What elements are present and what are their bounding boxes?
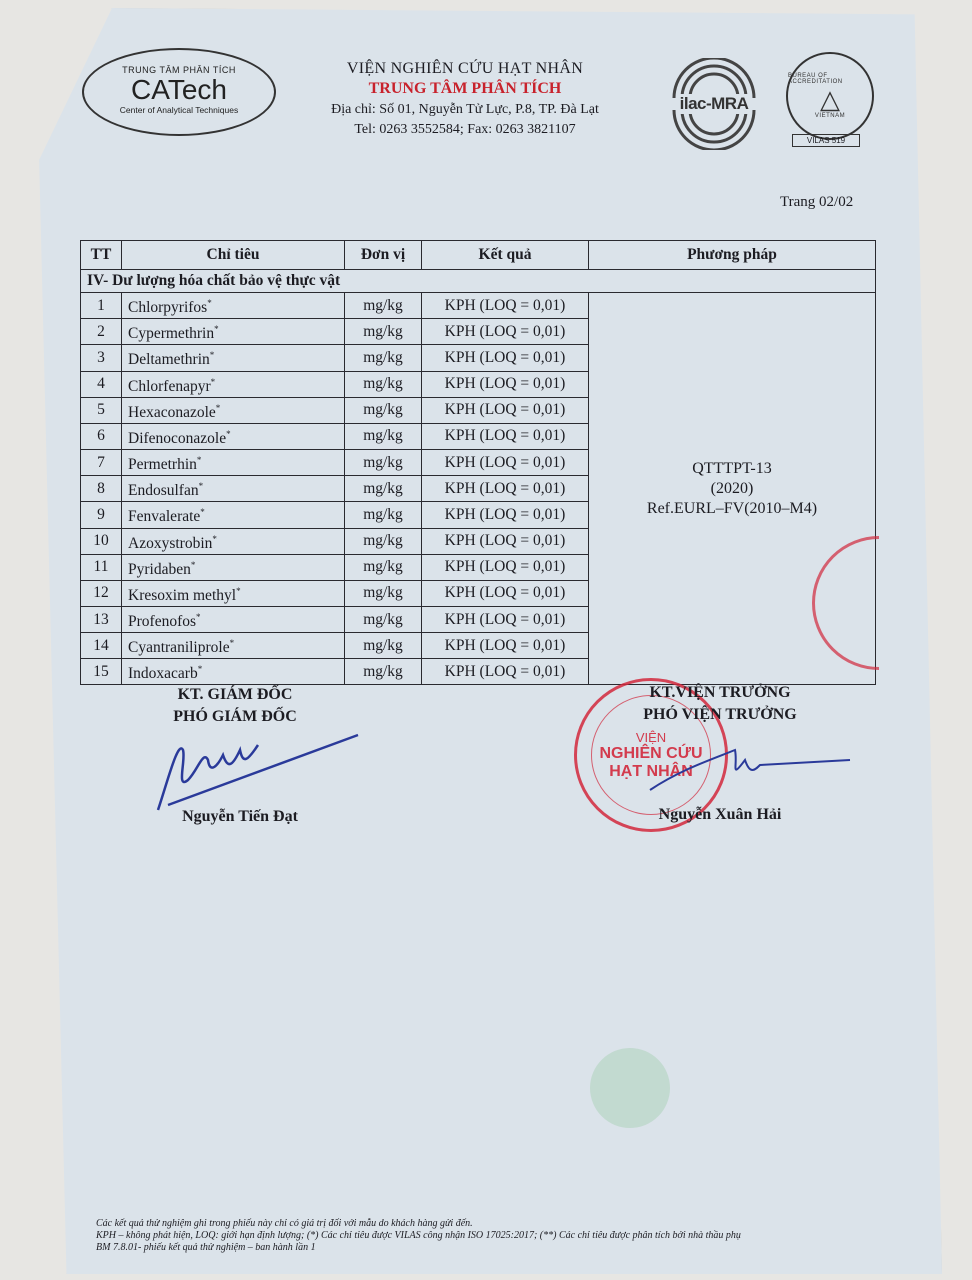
row-indicator bbox=[122, 371, 345, 397]
row-unit: mg/kg bbox=[345, 397, 422, 423]
accreditation-mark: * bbox=[215, 402, 221, 413]
logo-top-text: TRUNG TÂM PHÂN TÍCH bbox=[122, 65, 236, 75]
indicator-name: Pyridaben bbox=[128, 560, 191, 578]
row-result: KPH (LOQ = 0,01) bbox=[422, 345, 589, 371]
row-number: 5 bbox=[81, 397, 122, 423]
row-number: 9 bbox=[81, 502, 122, 528]
row-result: KPH (LOQ = 0,01) bbox=[422, 606, 589, 632]
indicator-name: Difenoconazole bbox=[128, 430, 227, 448]
row-result: KPH (LOQ = 0,01) bbox=[422, 502, 589, 528]
boa-caption: BUREAU OF ACCREDITATION bbox=[788, 73, 843, 85]
row-result: KPH (LOQ = 0,01) bbox=[422, 554, 589, 580]
row-number: 8 bbox=[81, 476, 122, 502]
row-number: 6 bbox=[81, 423, 122, 449]
row-result: KPH (LOQ = 0,01) bbox=[422, 659, 589, 685]
row-unit: mg/kg bbox=[345, 423, 422, 449]
row-number: 4 bbox=[81, 371, 122, 397]
method-line1: QTTTPT-13 bbox=[692, 459, 772, 477]
row-indicator bbox=[122, 450, 345, 476]
stamp-line-2: NGHIÊN CỨU bbox=[599, 744, 703, 762]
phone-text: Tel: 0263 3552584; Fax: 0263 3821107 bbox=[354, 122, 576, 137]
row-result: KPH (LOQ = 0,01) bbox=[422, 423, 589, 449]
indicator-name: Chlorfenapyr bbox=[128, 377, 211, 395]
row-result: KPH (LOQ = 0,01) bbox=[422, 476, 589, 502]
boa-triangle-icon: △ bbox=[820, 84, 840, 114]
row-number: 7 bbox=[81, 450, 122, 476]
indicator-name: Profenofos bbox=[128, 613, 197, 631]
vilas-label: VILAS 519 bbox=[792, 134, 860, 147]
indicator-name: Chlorpyrifos bbox=[128, 299, 208, 317]
row-unit: mg/kg bbox=[345, 580, 422, 606]
footer-line-3: BM 7.8.01- phiếu kết quả thử nghiệm – ban hành lần 1 bbox=[96, 1242, 316, 1253]
method-line2: (2020) bbox=[710, 479, 754, 497]
section-title: IV- Dư lượng hóa chất bảo vệ thực vật bbox=[81, 270, 876, 293]
row-unit: mg/kg bbox=[345, 450, 422, 476]
method-line3: Ref.EURL–FV(2010–M4) bbox=[646, 499, 818, 517]
row-result: KPH (LOQ = 0,01) bbox=[422, 319, 589, 345]
left-title-2: PHÓ GIÁM ĐỐC bbox=[173, 708, 297, 725]
footer-line-2: KPH – không phát hiện, LOQ: giới hạn định lượng; (*) Các chỉ tiêu được VILAS công nhận ISO 17025:2017; (**) Các chỉ tiêu được phân tích bởi nhà thầu phụ bbox=[96, 1230, 741, 1241]
row-result: KPH (LOQ = 0,01) bbox=[422, 633, 589, 659]
row-result: KPH (LOQ = 0,01) bbox=[422, 450, 589, 476]
row-number: 2 bbox=[81, 319, 122, 345]
row-result: KPH (LOQ = 0,01) bbox=[422, 293, 589, 319]
row-indicator bbox=[122, 528, 345, 554]
logo-sub-text: Center of Analytical Techniques bbox=[119, 105, 239, 115]
left-signer-name: Nguyễn Tiến Đạt bbox=[182, 808, 298, 825]
row-number: 3 bbox=[81, 345, 122, 371]
row-indicator bbox=[122, 476, 345, 502]
accreditation-mark: * bbox=[196, 455, 202, 466]
row-unit: mg/kg bbox=[345, 606, 422, 632]
row-unit: mg/kg bbox=[345, 371, 422, 397]
table-row bbox=[81, 293, 876, 319]
accreditation-mark: * bbox=[229, 638, 235, 649]
accreditation-mark: * bbox=[209, 350, 215, 361]
row-number: 1 bbox=[81, 293, 122, 319]
header-indicator: Chỉ tiêu bbox=[122, 241, 345, 270]
accreditation-mark: * bbox=[196, 611, 201, 622]
row-number: 11 bbox=[81, 554, 122, 580]
accreditation-mark: * bbox=[236, 585, 241, 596]
indicator-name: Cyantraniliprole bbox=[128, 639, 230, 657]
accreditation-mark: * bbox=[198, 481, 204, 492]
stamp-line-1: VIỆN bbox=[635, 729, 667, 745]
indicator-name: Azoxystrobin bbox=[128, 534, 213, 552]
catech-logo bbox=[82, 48, 276, 136]
row-result: KPH (LOQ = 0,01) bbox=[422, 371, 589, 397]
stamp-line-3: HẠT NHÂN bbox=[609, 762, 693, 780]
row-indicator bbox=[122, 345, 345, 371]
center-name: TRUNG TÂM PHÂN TÍCH bbox=[368, 80, 562, 97]
left-title-1: KT. GIÁM ĐỐC bbox=[177, 686, 293, 703]
row-number: 15 bbox=[81, 659, 122, 685]
logo-main-text: CATech bbox=[131, 74, 227, 105]
row-unit: mg/kg bbox=[345, 554, 422, 580]
right-signature-icon bbox=[640, 720, 860, 810]
row-unit: mg/kg bbox=[345, 319, 422, 345]
row-unit: mg/kg bbox=[345, 659, 422, 685]
header-method: Phương pháp bbox=[589, 241, 876, 270]
accreditation-mark: * bbox=[207, 298, 212, 309]
row-unit: mg/kg bbox=[345, 345, 422, 371]
accreditation-mark: * bbox=[197, 664, 203, 675]
row-indicator bbox=[122, 580, 345, 606]
row-unit: mg/kg bbox=[345, 502, 422, 528]
accreditation-mark: * bbox=[200, 507, 205, 518]
boa-logo bbox=[786, 52, 874, 140]
right-title-1: KT.VIỆN TRƯỞNG bbox=[649, 684, 791, 701]
accreditation-mark: * bbox=[210, 376, 216, 387]
page-number: Trang 02/02 bbox=[780, 194, 854, 210]
indicator-name: Deltamethrin bbox=[128, 351, 210, 369]
row-number: 13 bbox=[81, 606, 122, 632]
left-signature-icon bbox=[148, 720, 368, 820]
header-tt: TT bbox=[81, 241, 122, 270]
row-unit: mg/kg bbox=[345, 528, 422, 554]
footer-line-1: Các kết quả thử nghiệm ghi trong phiếu này chỉ có giá trị đối với mẫu do khách hàng gửi đến. bbox=[96, 1218, 473, 1229]
row-result: KPH (LOQ = 0,01) bbox=[422, 397, 589, 423]
row-number: 14 bbox=[81, 633, 122, 659]
row-result: KPH (LOQ = 0,01) bbox=[422, 528, 589, 554]
section-row bbox=[81, 270, 876, 293]
row-indicator bbox=[122, 397, 345, 423]
header-result: Kết quả bbox=[422, 241, 589, 270]
indicator-name: Permetrhin bbox=[128, 456, 197, 474]
ilac-text: ilac-MRA bbox=[679, 94, 749, 113]
accreditation-mark: * bbox=[214, 324, 219, 335]
indicator-name: Kresoxim methyl bbox=[128, 586, 237, 604]
row-number: 10 bbox=[81, 528, 122, 554]
footer-notes bbox=[96, 1218, 866, 1254]
indicator-name: Fenvalerate bbox=[128, 508, 201, 526]
row-unit: mg/kg bbox=[345, 293, 422, 319]
institute-name: VIỆN NGHIÊN CỨU HẠT NHÂN bbox=[346, 60, 584, 77]
address-text: Địa chỉ: Số 01, Nguyễn Tử Lực, P.8, TP. Đà Lạt bbox=[331, 102, 599, 117]
indicator-name: Indoxacarb bbox=[128, 665, 198, 683]
letterhead bbox=[290, 60, 640, 138]
row-indicator bbox=[122, 502, 345, 528]
row-indicator bbox=[122, 554, 345, 580]
row-unit: mg/kg bbox=[345, 476, 422, 502]
row-indicator bbox=[122, 319, 345, 345]
row-indicator bbox=[122, 659, 345, 685]
accreditation-mark: * bbox=[212, 533, 217, 544]
indicator-name: Endosulfan bbox=[128, 482, 199, 500]
row-indicator bbox=[122, 633, 345, 659]
indicator-name: Hexaconazole bbox=[128, 403, 216, 421]
row-result: KPH (LOQ = 0,01) bbox=[422, 580, 589, 606]
results-table bbox=[80, 240, 876, 685]
row-unit: mg/kg bbox=[345, 633, 422, 659]
accreditation-mark: * bbox=[226, 428, 231, 439]
accreditation-mark: * bbox=[190, 559, 196, 570]
table-header-row bbox=[81, 241, 876, 270]
right-signer-name: Nguyễn Xuân Hải bbox=[658, 806, 782, 823]
boa-country: VIETNAM bbox=[814, 113, 846, 119]
ilac-mra-logo bbox=[662, 58, 766, 150]
row-indicator bbox=[122, 293, 345, 319]
row-indicator bbox=[122, 423, 345, 449]
indicator-name: Cypermethrin bbox=[128, 325, 215, 343]
right-title-2: PHÓ VIỆN TRƯỞNG bbox=[643, 706, 797, 723]
header-unit: Đơn vị bbox=[345, 241, 422, 270]
row-indicator bbox=[122, 606, 345, 632]
row-number: 12 bbox=[81, 580, 122, 606]
